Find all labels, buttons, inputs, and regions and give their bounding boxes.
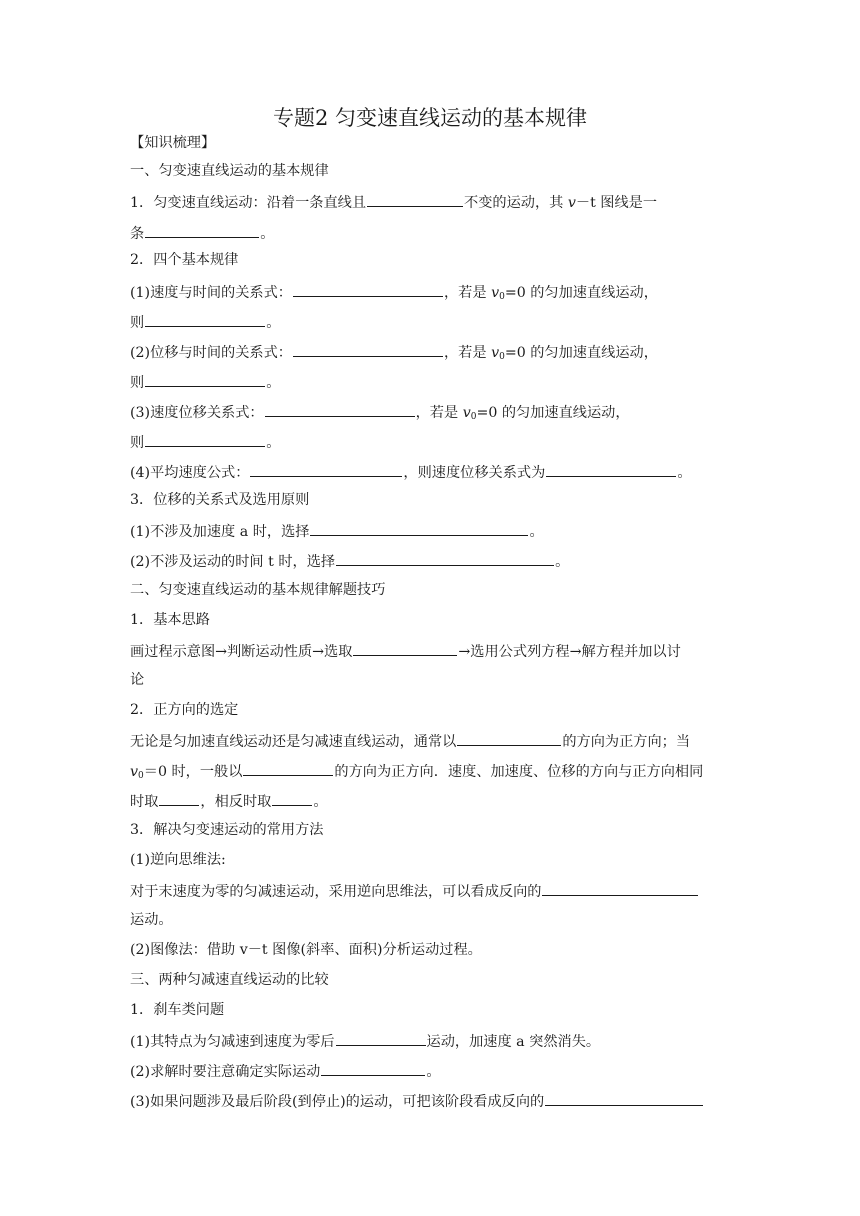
formula-line-2-cont: 则 。: [130, 371, 280, 393]
fill-blank[interactable]: [145, 371, 265, 387]
fill-blank[interactable]: [243, 760, 333, 776]
subheading-four-rules: 2．四个基本规律: [130, 252, 239, 268]
section-heading-1: 一、匀变速直线运动的基本规律: [130, 163, 329, 179]
definition-line-cont: 条 。: [130, 222, 274, 244]
formula-line-1-cont: 则 。: [130, 311, 280, 333]
method-graph: (2)图像法：借助 v－t 图像(斜率、面积)分析运动过程。: [130, 942, 482, 958]
basic-idea-line: 画过程示意图→判断运动性质→选取 →选用公式列方程→解方程并加以讨: [130, 640, 681, 662]
subheading-braking: 1．刹车类问题: [130, 1002, 225, 1018]
fill-blank[interactable]: [145, 311, 265, 327]
fill-blank[interactable]: [353, 640, 457, 656]
fill-blank[interactable]: [159, 790, 199, 806]
fill-blank[interactable]: [545, 1090, 703, 1106]
formula-line-2: (2)位移与时间的关系式： ，若是 $v_0=0$ 的匀加速直线运动，: [130, 341, 658, 363]
method-reverse-thinking: (1)逆向思维法:: [130, 852, 226, 868]
fill-blank[interactable]: [293, 281, 443, 297]
braking-line-2: (2)求解时要注意确定实际运动 。: [130, 1060, 441, 1082]
braking-line-1: (1)其特点为匀减速到速度为零后 运动，加速度 a 突然消失。: [130, 1030, 600, 1052]
subheading-common-methods: 3．解决匀变速运动的常用方法: [130, 822, 324, 838]
basic-idea-line-cont: 论: [130, 672, 145, 688]
fill-blank[interactable]: [336, 1030, 426, 1046]
formula-line-1: (1)速度与时间的关系式： ，若是 $v_0=0$ 的匀加速直线运动，: [130, 281, 658, 303]
fill-blank[interactable]: [457, 730, 561, 746]
braking-line-3: (3)如果问题涉及最后阶段(到停止)的运动，可把该阶段看成反向的: [130, 1090, 704, 1112]
method-reverse-thinking-cont: 运动。: [130, 912, 173, 928]
definition-line: 1．匀变速直线运动：沿着一条直线且 不变的运动，其 v－t 图线是一: [130, 191, 657, 213]
fill-blank[interactable]: [321, 1060, 425, 1076]
positive-direction-line-cont: $v_0=0$ 时，一般以 的方向为正方向．速度、加速度、位移的方向与正方向相同: [130, 760, 703, 782]
method-reverse-thinking-desc: 对于末速度为零的匀减速运动，采用逆向思维法，可以看成反向的: [130, 880, 699, 902]
fill-blank[interactable]: [145, 222, 259, 238]
fill-blank[interactable]: [336, 550, 554, 566]
fill-blank[interactable]: [542, 880, 698, 896]
positive-direction-line-end: 时取 ，相反时取 。: [130, 790, 328, 812]
section-tag: 【知识梳理】: [130, 135, 216, 151]
selection-line-1: (1)不涉及加速度 a 时，选择 。: [130, 520, 544, 542]
formula-line-3: (3)速度位移关系式： ，若是 $v_0=0$ 的匀加速直线运动，: [130, 401, 630, 423]
page-title: 专题2 匀变速直线运动的基本规律: [272, 106, 588, 130]
fill-blank[interactable]: [293, 341, 443, 357]
positive-direction-line: 无论是匀加速直线运动还是匀减速直线运动，通常以 的方向为正方向；当: [130, 730, 690, 752]
subheading-selection: 3．位移的关系式及选用原则: [130, 492, 310, 508]
fill-blank[interactable]: [367, 191, 463, 207]
fill-blank[interactable]: [310, 520, 528, 536]
fill-blank[interactable]: [546, 461, 676, 477]
selection-line-2: (2)不涉及运动的时间 t 时，选择 。: [130, 550, 569, 572]
formula-line-3-cont: 则 。: [130, 431, 280, 453]
formula-line-4: (4)平均速度公式： ，则速度位移关系式为 。: [130, 461, 692, 483]
subheading-basic-idea: 1．基本思路: [130, 612, 210, 628]
fill-blank[interactable]: [265, 401, 415, 417]
fill-blank[interactable]: [272, 790, 312, 806]
section-heading-2: 二、匀变速直线运动的基本规律解题技巧: [130, 582, 386, 598]
subheading-positive-direction: 2．正方向的选定: [130, 702, 239, 718]
fill-blank[interactable]: [145, 431, 265, 447]
fill-blank[interactable]: [250, 461, 402, 477]
section-heading-3: 三、两种匀减速直线运动的比较: [130, 972, 329, 988]
